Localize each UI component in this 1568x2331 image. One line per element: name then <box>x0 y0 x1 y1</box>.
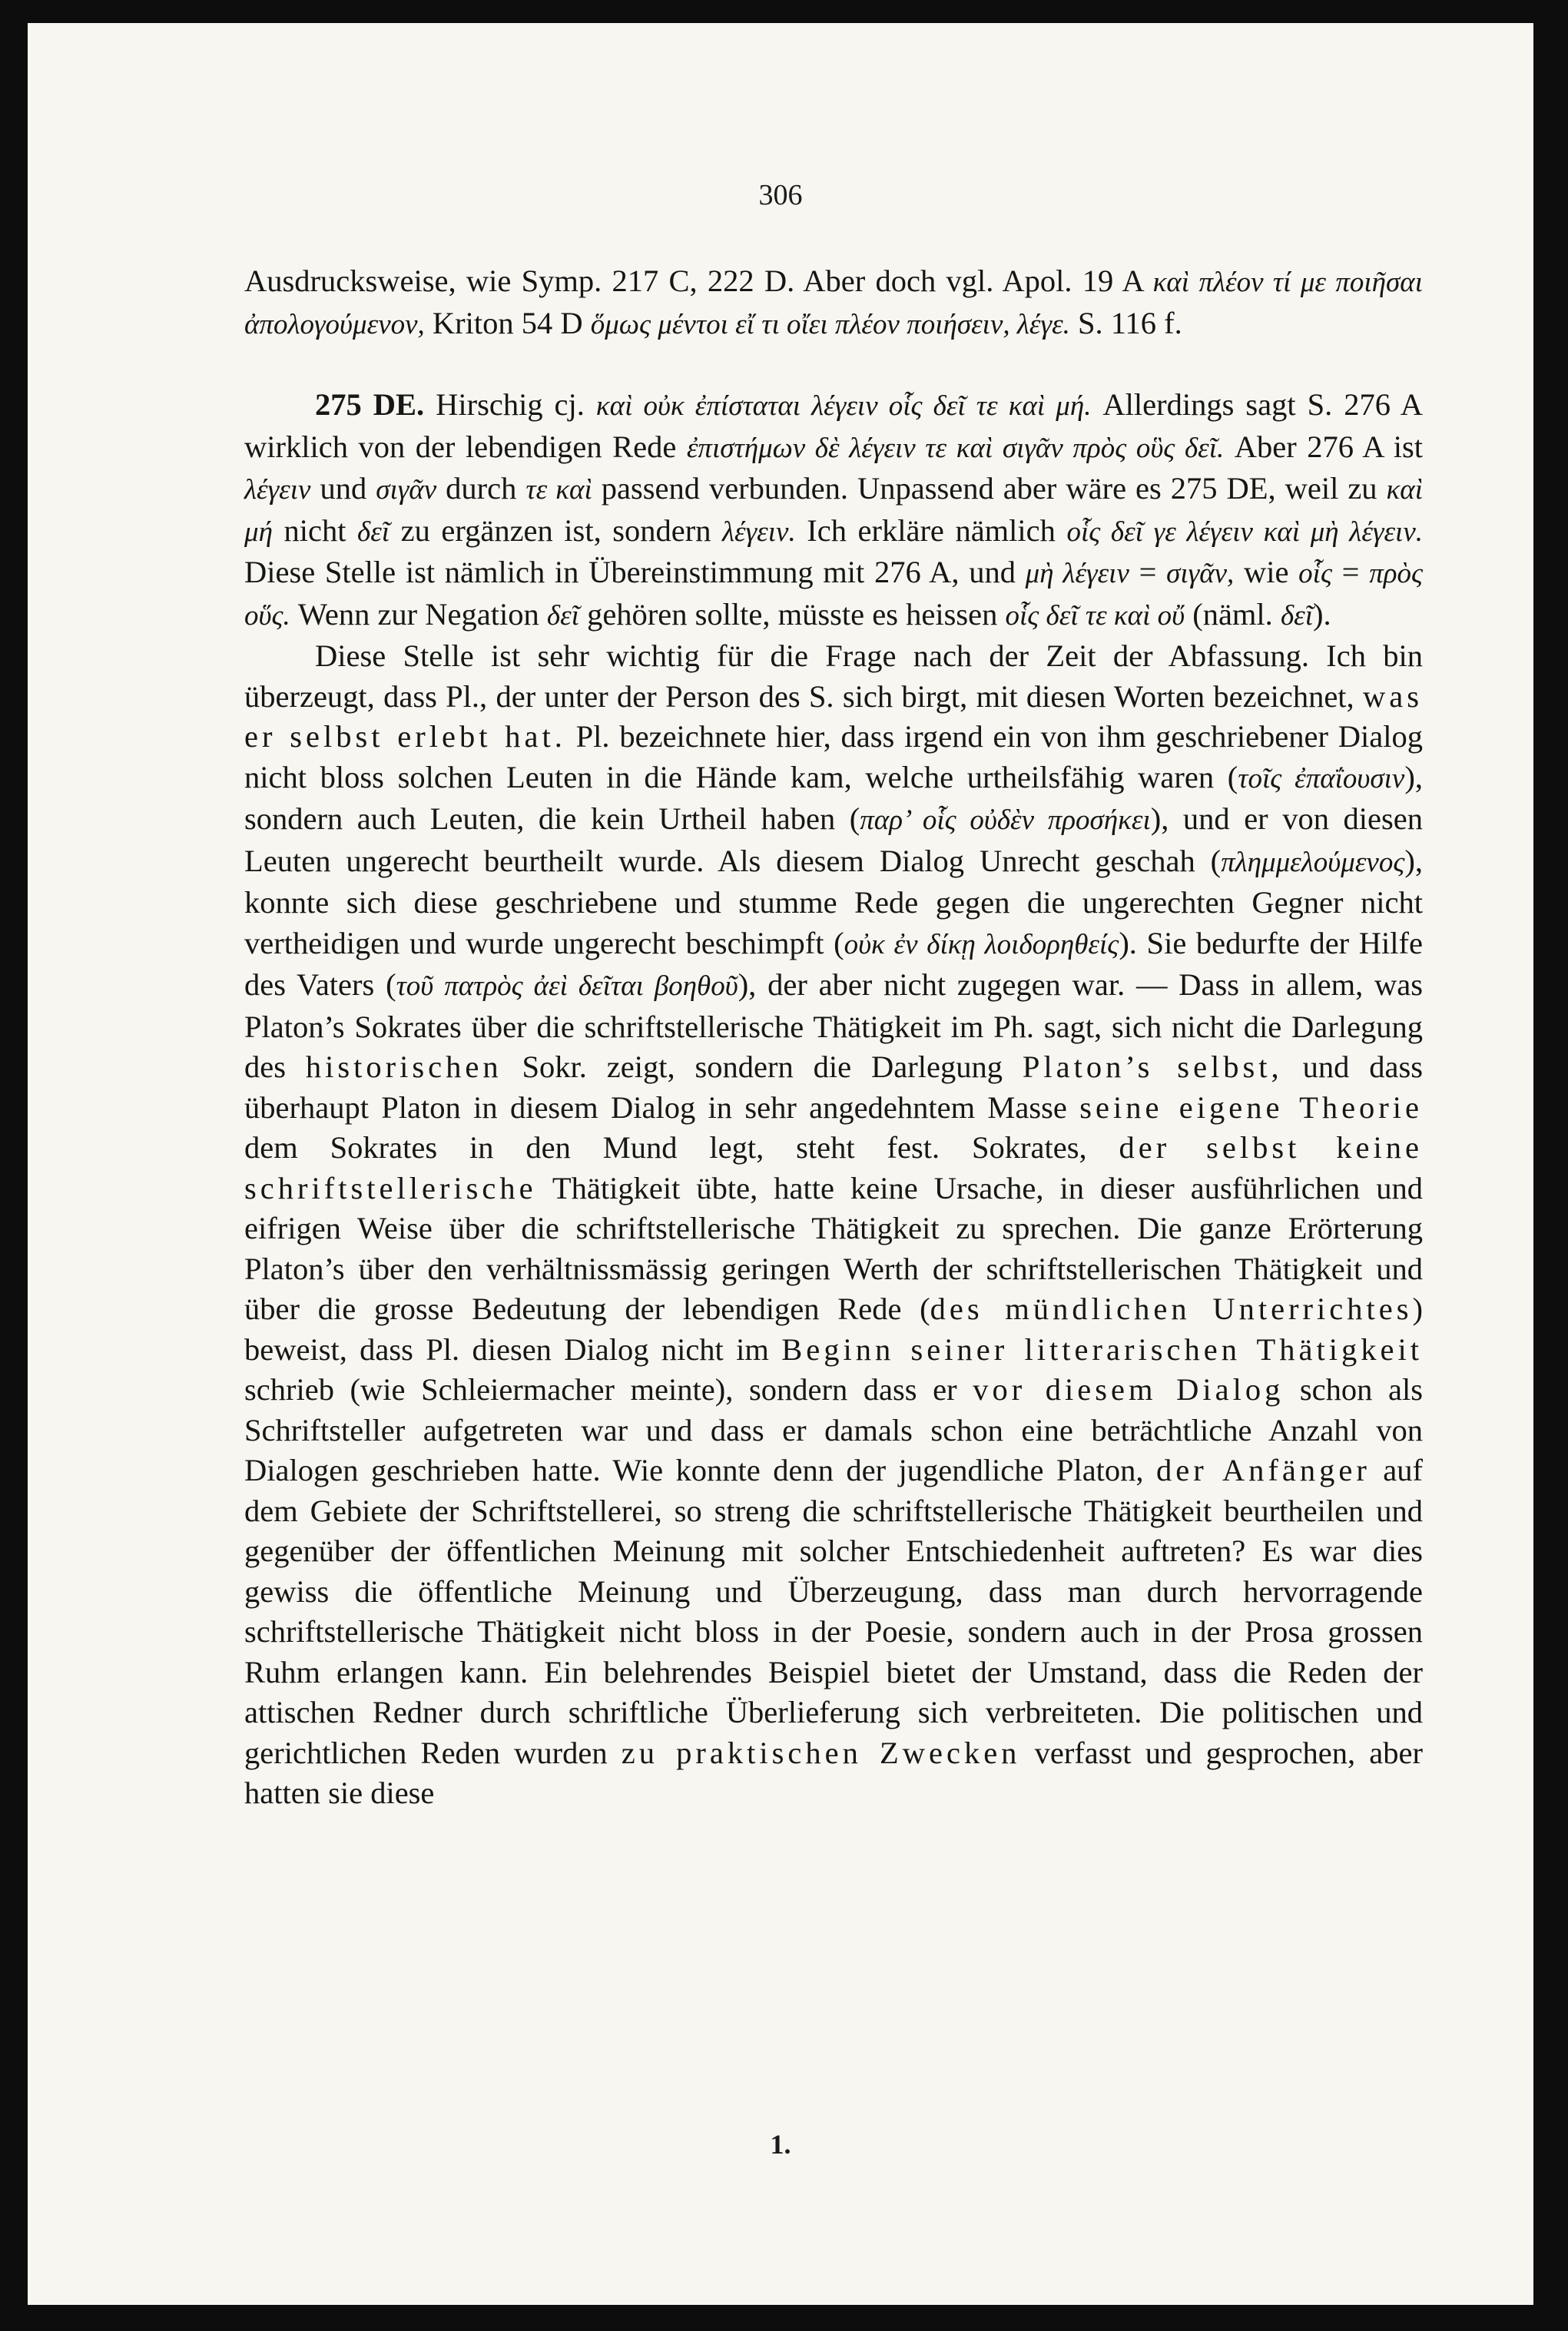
text-run: schrieb (wie Schleiermacher meinte), sondern dass er <box>244 1372 973 1407</box>
greek-quotation: λέγειν. <box>722 516 796 548</box>
book-page <box>28 23 1533 2305</box>
text-run: ), der aber nicht zugegen war. — Dass in allem, was Platon’s Sokrates über die schriftstellerische Thätigkeit im Ph. sagt, sich nicht die Darlegung des <box>244 967 1424 1084</box>
emphasized-text: historischen <box>305 1049 502 1084</box>
text-run: = <box>1331 555 1370 589</box>
text-run: ). <box>1313 596 1331 632</box>
text-run: nicht <box>272 512 357 548</box>
text-run: ), konnte sich diese geschriebene und stumme Rede gegen die ungerechten Gegner nicht vertheidigen und wurde ungerecht beschimpft ( <box>244 843 1423 960</box>
emphasized-text: der Anfänger <box>1155 1453 1371 1487</box>
text-run: und dass überhaupt Platon in diesem Dialog in sehr angedehntem Masse <box>244 1049 1423 1125</box>
greek-quotation: καὶ οὐκ ἐπίσταται λέγειν οἷς δεῖ τε καὶ μή. <box>595 390 1092 422</box>
greek-quotation: οἷς δεῖ γε λέγειν καὶ μὴ λέγειν. <box>1066 516 1424 548</box>
emphasized-text: des mündlichen Unterrichtes <box>930 1292 1413 1326</box>
greek-quotation: παρ’ οἷς οὐδὲν προσήκει <box>860 804 1151 836</box>
text-run: durch <box>436 471 526 506</box>
text-run: Sokr. zeigt, sondern die Darlegung <box>502 1049 1023 1084</box>
text-run: ). Sie bedurfte der Hilfe des Vaters ( <box>244 925 1423 1002</box>
text-run: ) beweist, dass Pl. diesen Dialog nicht im <box>244 1292 1423 1367</box>
greek-quotation: δεῖ <box>357 516 390 548</box>
greek-quotation: ἐπιστήμων δὲ λέγειν τε καὶ σιγᾶν πρὸς οὓς δεῖ. <box>686 432 1225 464</box>
text-run: Diese Stelle ist nämlich in Übereinstimmung mit 276 A, und <box>244 555 1026 589</box>
greek-quotation: ὅμως μέντοι εἴ τι οἴει πλέον ποιήσειν, λέγε. <box>590 308 1070 340</box>
greek-quotation: καὶ μή <box>244 474 1424 548</box>
paragraph-continuation <box>244 261 1423 345</box>
text-run: gehören sollte, müsste es heissen <box>578 596 1006 632</box>
text-run: Pl. bezeichnete hier, dass irgend ein von ihm geschriebener Dialog nicht bloss solchen Leuten in die Hände kam, welche urtheilsfähig waren ( <box>244 719 1423 794</box>
text-run: wie <box>1234 555 1299 589</box>
page-number: 306 <box>758 179 803 211</box>
greek-quotation: σιγᾶν, <box>1166 558 1235 589</box>
greek-quotation: τοῖς ἐπαΐουσιν <box>1238 762 1405 794</box>
text-run: und <box>310 471 376 506</box>
text-run: dem Sokrates in den Mund legt, steht fest. Sokrates, <box>244 1130 1119 1165</box>
paragraph-note-275de <box>244 385 1423 636</box>
emphasized-text: zu praktischen Zwecken <box>621 1735 1021 1770</box>
text-run: passend verbunden. Unpassend aber wäre es 275 DE, weil zu <box>592 471 1387 506</box>
paragraph-discussion <box>244 636 1423 1814</box>
emphasized-text: seine eigene Theorie <box>1079 1089 1424 1125</box>
text-run: ), sondern auch Leuten, die kein Urtheil haben ( <box>244 759 1423 836</box>
greek-quotation: δεῖ <box>546 599 579 632</box>
text-run: (näml. <box>1185 596 1281 632</box>
text-run: Ich erkläre nämlich <box>795 512 1067 548</box>
text-run: Kriton 54 D <box>424 305 591 340</box>
text-run: Allerdings sagt S. 276 A wirklich von der lebendigen Rede <box>244 387 1423 464</box>
greek-quotation: οἷς <box>1298 558 1332 589</box>
greek-quotation: δεῖ <box>1280 599 1313 632</box>
emphasized-text: Beginn seiner litterarischen Thätigkeit <box>781 1331 1423 1367</box>
text-run: Wenn zur Negation <box>290 596 547 632</box>
greek-quotation: καὶ πλέον τί με ποιῆσαι ἀπολογούμενον, <box>244 267 1423 340</box>
text-run: = <box>1129 555 1167 589</box>
greek-quotation: πρὸς οὕς. <box>244 558 1423 632</box>
text-run: Thätigkeit übte, hatte keine Ursache, in dieser ausführlichen und eifrigen Weise über die schriftstellerische Thätigkeit zu sprechen. Die ganze Erörterung Platon’s über den verhältnissmässig geringen Werth der schriftstellerischen Thätigkeit und über die grosse Bedeutung der lebendigen Rede ( <box>244 1170 1423 1326</box>
text-run: Aber 276 A ist <box>1224 429 1424 464</box>
greek-quotation: οἷς δεῖ τε καὶ οὔ <box>1005 599 1185 632</box>
text-run: Hirschig cj. <box>424 387 596 422</box>
greek-quotation: λέγειν <box>244 474 311 506</box>
greek-quotation: τε καὶ <box>525 474 592 506</box>
emphasized-text: was er selbst erlebt hat. <box>244 678 1423 754</box>
text-run: Ausdrucksweise, wie Symp. 217 C, 222 D. Aber doch vgl. Apol. 19 A <box>244 264 1153 298</box>
greek-quotation: σιγᾶν <box>376 474 437 506</box>
text-run: zu ergänzen ist, sondern <box>390 512 722 548</box>
greek-quotation: οὐκ ἐν δίκῃ λοιδορηθείς <box>844 928 1119 960</box>
text-run: auf dem Gebiete der Schriftstellerei, so streng die schriftstellerische Thätigkeit beurtheilen und gegenüber der öffentlichen Meinung mit solcher Entschiedenheit auftreten? Es war dies gewiss die öffentliche Meinung und Überzeugung, dass man durch hervorragende schriftstellerische Thätigkeit nicht bloss in der Poesie, sondern auch in der Prosa grossen Ruhm erlangen kann. Ein belehrendes Beispiel bietet der Umstand, dass die Reden der attischen Redner durch schriftliche Überlieferung sich verbreiteten. Die politischen und gerichtlichen Reden wurden <box>244 1453 1423 1770</box>
text-run: ), und er von diesen Leuten ungerecht beurtheilt wurde. Als diesem Dialog Unrecht geschah ( <box>244 801 1423 878</box>
text-run: S. 116 f. <box>1069 305 1182 340</box>
greek-quotation: πλημμελούμενος <box>1221 846 1405 878</box>
text-run: schon als Schriftsteller aufgetreten war und dass er damals schon eine beträchtliche Anzahl von Dialogen geschrieben hatte. Wie konnte denn der jugendliche Platon, <box>244 1372 1423 1487</box>
greek-quotation: τοῦ πατρὸς ἀεὶ δεῖται βοηθοῦ <box>396 970 738 1002</box>
section-reference: 275 DE. <box>315 387 425 422</box>
text-run: Diese Stelle ist sehr wichtig für die Frage nach der Zeit der Abfassung. Ich bin überzeugt, dass Pl., der unter der Person des S. sich birgt, mit diesen Worten bezeichnet, <box>244 638 1423 714</box>
emphasized-text: vor diesem Dialog <box>973 1372 1285 1407</box>
signature-mark: 1. <box>770 2129 791 2160</box>
body-text <box>244 261 1423 1814</box>
greek-quotation: μὴ λέγειν <box>1025 558 1129 589</box>
emphasized-text: Platon’s selbst, <box>1022 1049 1283 1084</box>
text-run: verfasst und gesprochen, aber hatten sie diese <box>244 1735 1423 1810</box>
emphasized-text: der selbst keine schriftstellerische <box>244 1130 1424 1205</box>
